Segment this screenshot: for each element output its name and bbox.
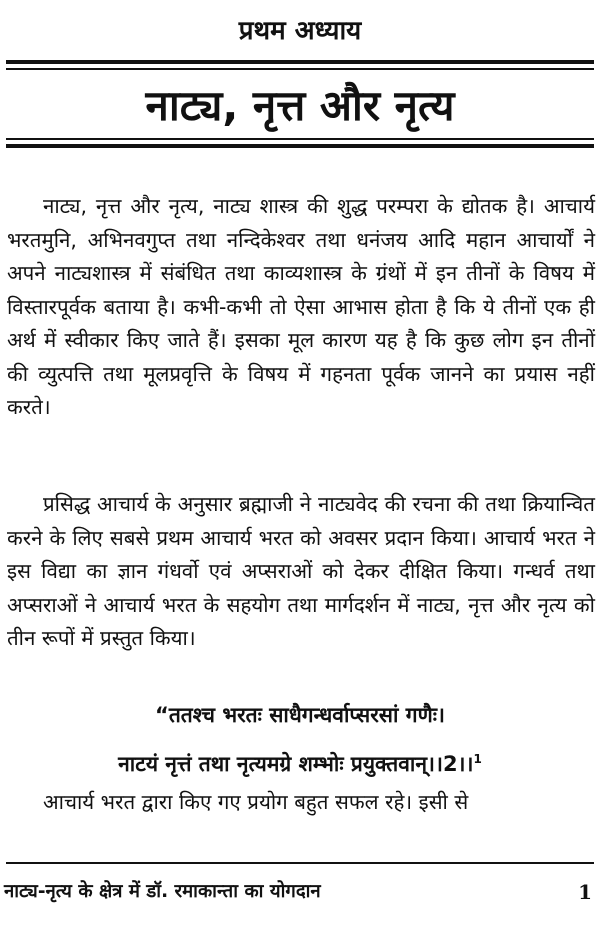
chapter-title: नाट्य, नृत्त और नृत्य [145, 81, 455, 130]
footer-rule [6, 862, 594, 864]
title-rule-thick [6, 144, 594, 148]
page-number: 1 [578, 880, 592, 904]
header-rule-thick [6, 60, 594, 64]
verse-line-1: “ततश्च भरतः साधैगन्धर्वाप्सरसां गणैः। [155, 703, 445, 727]
footnote-marker: 1 [473, 752, 482, 766]
chapter-label: प्रथम अध्याय [238, 16, 362, 46]
paragraph-2: प्रसिद्ध आचार्य के अनुसार ब्रह्माजी ने नाट्यवेद की रचना की तथा क्रियान्वित करने के लिए सबसे प्रथम आचार्य भरत को अवसर प्रदान किया। आचार्य भरत ने इस विद्या का ज्ञान गंधर्वो एवं अप्सराओं को देकर दीक्षित किया। गन्धर्व तथा अप्सराओं ने आचार्य भरत के सहयोग तथा मार्गदर्शन में नाट्य, नृत्त और नृत्य को तीन रूपों में प्रस्तुत किया। [7, 492, 595, 650]
verse-line-2 [0, 742, 600, 781]
verse-line-2-text: नाटयं नृत्तं तथा नृत्यमग्रे शम्भोः प्रयुक्तवान्।।2।। [118, 752, 474, 776]
header-rule-thin [6, 68, 594, 70]
title-rule-thin [6, 138, 594, 140]
paragraph-1: नाट्य, नृत्त और नृत्य, नाट्य शास्त्र की शुद्ध परम्परा के द्योतक है। आचार्य भरतमुनि, अभिनवगुप्त तथा नन्दिकेश्वर तथा धनंजय आदि महान आचार्यों ने अपने नाट्यशास्त्र में संबंधित तथा काव्यशास्त्र के ग्रंथों में इन तीनों के विषय में विस्तारपूर्वक बताया है। कभी-कभी तो ऐसा आभास होता है कि ये तीनों एक ही अर्थ में स्वीकार किए जाते हैं। इसका मूल कारण यह है कि कुछ लोग इन तीनों की व्युत्पत्ति तथा मूलप्रवृत्ति के विषय में गहनता पूर्वक जानने का प्रयास नहीं करते। [7, 194, 595, 419]
running-footer-title: नाट्य-नृत्य के क्षेत्र में डॉ. रमाकान्ता का योगदान [4, 881, 321, 902]
closing-line: आचार्य भरत द्वारा किए गए प्रयोग बहुत सफल रहे। इसी से [43, 790, 469, 814]
